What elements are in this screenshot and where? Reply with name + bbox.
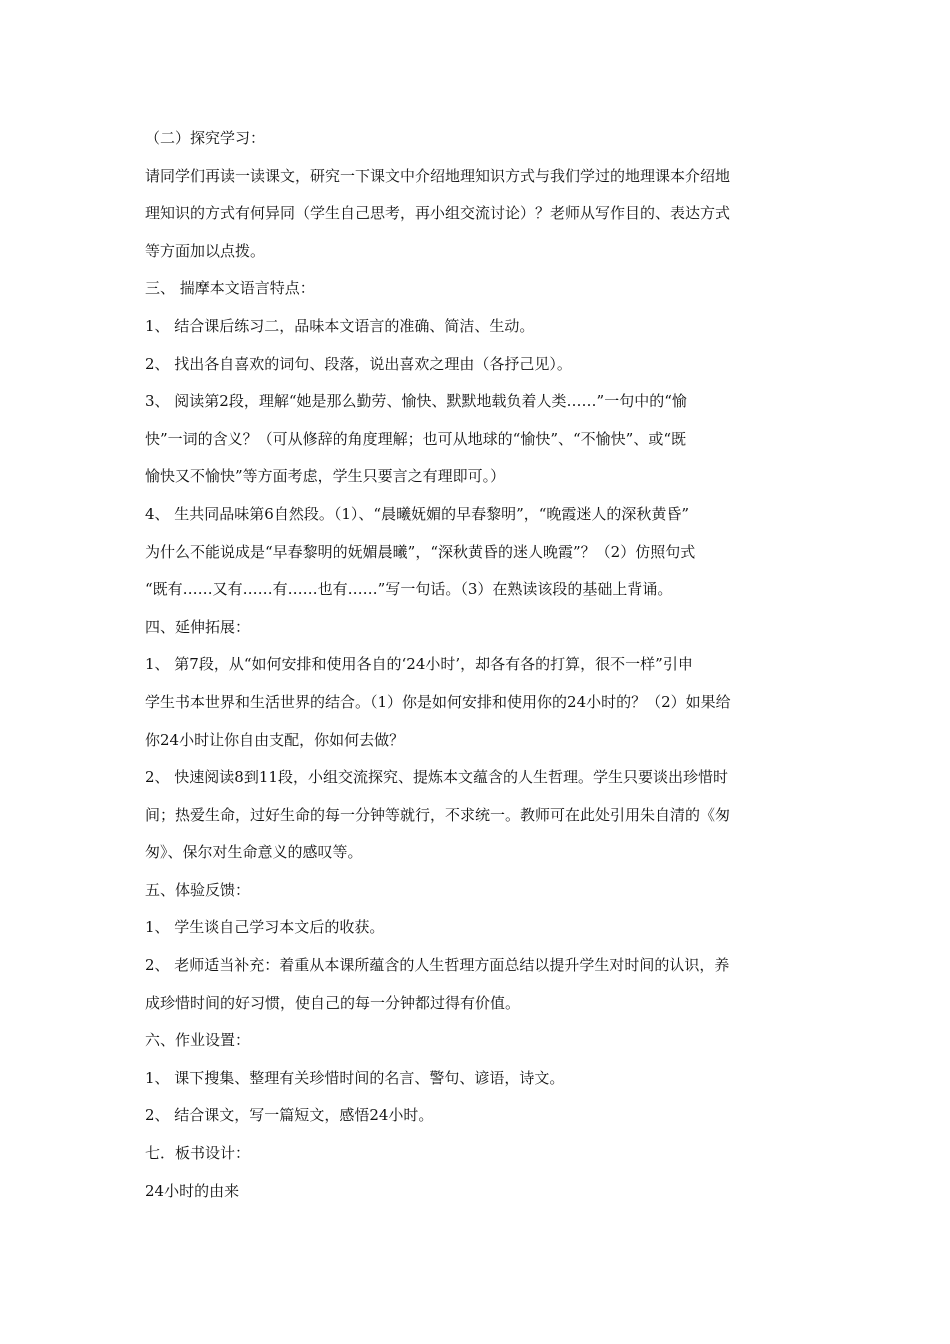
list-item: 1、 结合课后练习二，品味本文语言的准确、简洁、生动。 [145, 316, 535, 335]
section-heading-language: 三、 揣摩本文语言特点： [145, 279, 315, 298]
list-item: 4、 生共同品味第6自然段。（1）、“晨曦妩媚的早春黎明”，“晚霞迷人的深秋黄昏” [145, 504, 690, 523]
list-item: 2、 找出各自喜欢的词句、段落，说出喜欢之理由（各抒己见）。 [145, 354, 572, 373]
paragraph-line: 为什么不能说成是“早春黎明的妩媚晨曦”，“深秋黄昏的迷人晚霞”？（2）仿照句式 [145, 542, 696, 561]
board-design-title: 24小时的由来 [145, 1181, 240, 1200]
list-item: 2、 结合课文，写一篇短文，感悟24小时。 [145, 1106, 434, 1125]
paragraph-line: 你24小时让你自由支配，你如何去做？ [145, 730, 405, 749]
list-item: 1、 第7段，从“如何安排和使用各自的‘24小时’，却各有各的打算，很不一样”引申 [145, 655, 693, 674]
paragraph-line: 成珍惜时间的好习惯，使自己的每一分钟都过得有价值。 [145, 993, 521, 1012]
list-item: 1、 课下搜集、整理有关珍惜时间的名言、警句、谚语，诗文。 [145, 1068, 565, 1087]
section-heading-homework: 六、作业设置： [145, 1031, 251, 1050]
paragraph-line: 间；热爱生命，过好生命的每一分钟等就行，不求统一。教师可在此处引用朱自清的《匆 [145, 805, 731, 824]
paragraph-line: “既有……又有……有……也有……”写一句话。（3）在熟读该段的基础上背诵。 [145, 580, 673, 599]
list-item: 2、 快速阅读8到11段，小组交流探究、提炼本文蕴含的人生哲理。学生只要谈出珍惜时 [145, 768, 728, 787]
section-heading-inquiry: （二）探究学习： [145, 129, 266, 147]
paragraph-line: 快”一词的含义？（可从修辞的角度理解；也可从地球的“愉快”、“不愉快”、或“既 [145, 429, 687, 448]
list-item: 2、 老师适当补充：着重从本课所蕴含的人生哲理方面总结以提升学生对时间的认识，养 [145, 956, 730, 975]
paragraph-line: 理知识的方式有何异同（学生自己思考，再小组交流讨论）？老师从写作目的、表达方式 [145, 204, 731, 223]
paragraph-line: 学生书本世界和生活世界的结合。（1）你是如何安排和使用你的24小时的？（2）如果给 [145, 692, 731, 711]
section-heading-extension: 四、延伸拓展： [145, 617, 251, 636]
paragraph-line: 请同学们再读一读课文，研究一下课文中介绍地理知识方式与我们学过的地理课本介绍地 [145, 166, 731, 185]
paragraph-line: 等方面加以点拨。 [145, 241, 266, 260]
list-item: 3、 阅读第2段，理解“她是那么勤劳、愉快、默默地载负着人类……”一句中的“愉 [145, 392, 687, 411]
section-heading-feedback: 五、体验反馈： [145, 880, 251, 899]
list-item: 1、 学生谈自己学习本文后的收获。 [145, 918, 385, 937]
section-heading-board-design: 七．板书设计： [145, 1144, 251, 1163]
paragraph-line: 匆》、保尔对生命意义的感叹等。 [145, 843, 363, 862]
paragraph-line: 愉快又不愉快”等方面考虑，学生只要言之有理即可。） [145, 467, 506, 486]
document-page [145, 120, 810, 1210]
